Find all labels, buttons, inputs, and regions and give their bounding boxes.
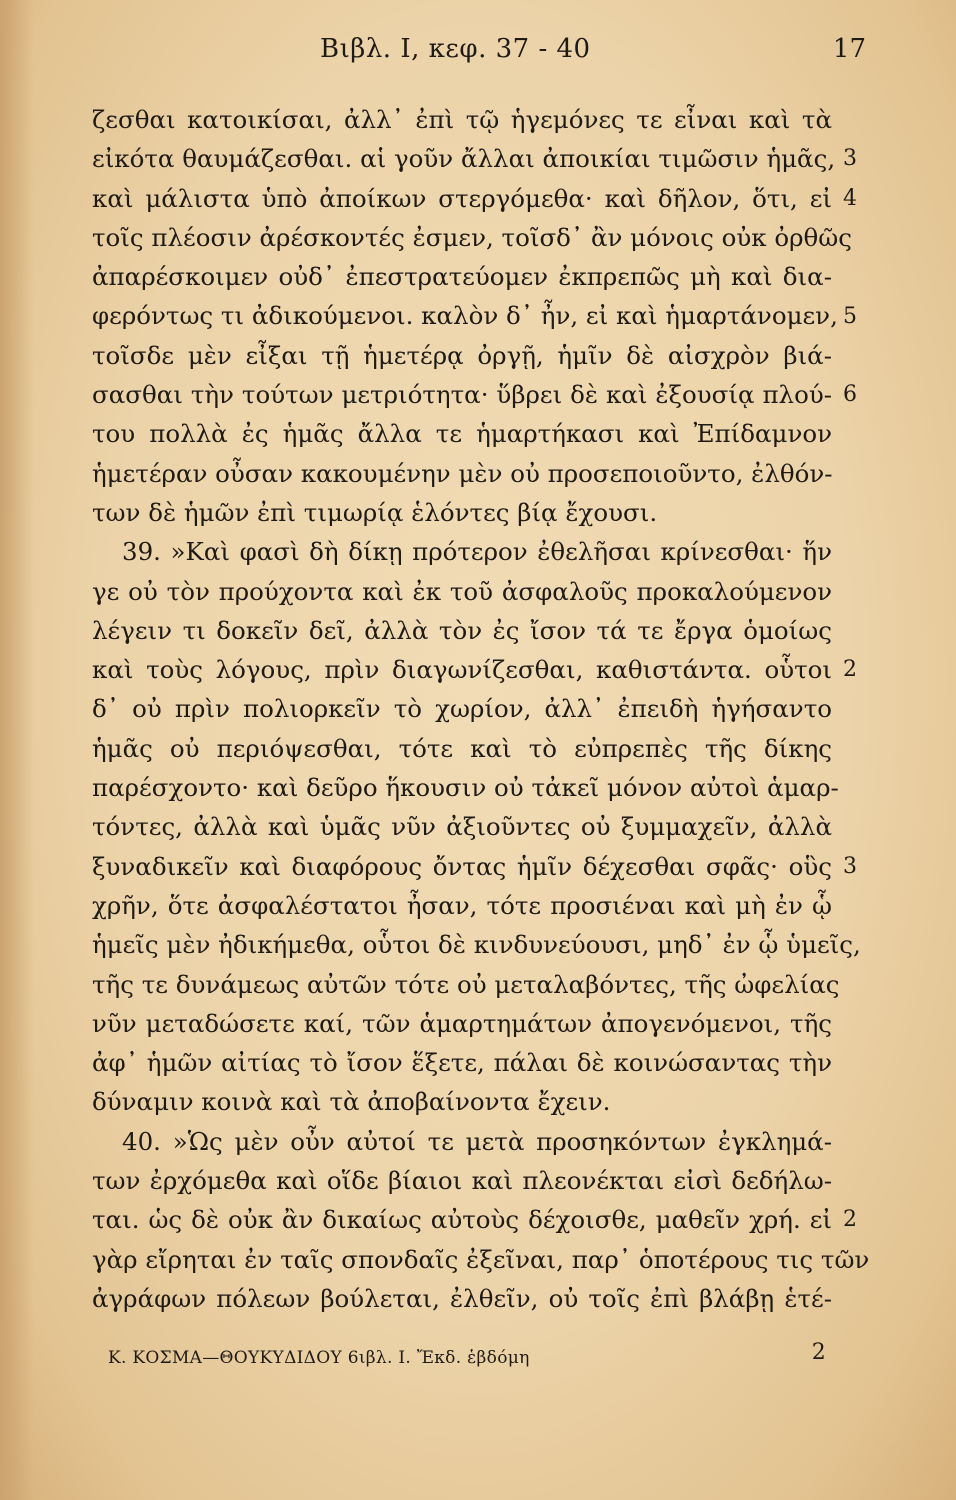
section-number: 6 — [843, 382, 857, 408]
text-line: ἡμετέραν οὖσαν κακουμένην μὲν οὐ προσεποιοῦντο, ἐλθόν- — [92, 458, 833, 488]
section-number: 2 — [843, 1207, 857, 1233]
text-line: τόντες, ἀλλὰ καὶ ὑμᾶς νῦν ἀξιοῦντες οὐ ξυμμαχεῖν, ἀλλὰ — [92, 812, 832, 842]
body-text — [92, 100, 870, 1318]
text-line: ζεσθαι κατοικίσαι, ἀλλ᾽ ἐπὶ τῷ ἡγεμόνες τε εἶναι καὶ τὰ — [92, 105, 832, 134]
running-head: Βιβλ. Ι, κεφ. 37 - 40 — [320, 34, 591, 64]
text-line: ξυναδικεῖν καὶ διαφόρους ὄντας ἡμῖν δέχεσθαι σφᾶς· οὓς — [92, 851, 832, 881]
page-header — [70, 30, 866, 70]
text-line: ἀφ᾽ ἡμῶν αἰτίας τὸ ἴσον ἕξετε, πάλαι δὲ κοινώσαντας τὴν — [92, 1048, 832, 1078]
text-line: δύναμιν κοινὰ καὶ τὰ ἀποβαίνοντα ἔχειν. — [92, 1087, 611, 1117]
text-line: 39. »Καὶ φασὶ δὴ δίκῃ πρότερον ἐθελῆσαι κρίνεσθαι· ἥν — [122, 537, 832, 567]
section-number: 3 — [843, 146, 857, 172]
sheet-number: 2 — [811, 1340, 826, 1365]
section-number: 2 — [843, 657, 857, 683]
section-number: 3 — [843, 853, 857, 879]
text-line: ἡμεῖς μὲν ἠδικήμεθα, οὗτοι δὲ κινδυνεύουσι, μηδ᾽ ἐν ᾧ ὑμεῖς, — [92, 930, 861, 960]
page-spine-shadow — [0, 0, 34, 1500]
page-number: 17 — [832, 34, 866, 64]
text-line: γὰρ εἴρηται ἐν ταῖς σπονδαῖς ἐξεῖναι, παρ᾽ ὁποτέρους τις τῶν — [92, 1244, 870, 1274]
section-number: 4 — [843, 185, 857, 211]
text-line: λέγειν τι δοκεῖν δεῖ, ἀλλὰ τὸν ἐς ἴσον τά τε ἔργα ὁμοίως — [92, 615, 832, 645]
text-line: τοῖς πλέοσιν ἀρέσκοντές ἐσμεν, τοῖσδ᾽ ἂν μόνοις οὐκ ὀρθῶς — [92, 222, 852, 252]
text-line: νῦν μεταδώσετε καί, τῶν ἁμαρτημάτων ἀπογενόμενοι, τῆς — [92, 1008, 832, 1038]
text-line: του πολλὰ ἐς ἡμᾶς ἄλλα τε ἡμαρτήκασι καὶ Ἐπίδαμνον — [92, 419, 832, 449]
text-line: τοῖσδε μὲν εἶξαι τῇ ἡμετέρᾳ ὀργῇ, ἡμῖν δὲ αἰσχρὸν βιά- — [92, 340, 832, 370]
text-line: καὶ μάλιστα ὑπὸ ἀποίκων στεργόμεθα· καὶ δῆλον, ὅτι, εἰ — [92, 183, 832, 213]
text-line: των ἐρχόμεθα καὶ οἵδε βίαιοι καὶ πλεονέκται εἰσὶ δεδήλω- — [92, 1166, 832, 1196]
text-line: καὶ τοὺς λόγους, πρὶν διαγωνίζεσθαι, καθιστάντα. οὗτοι — [92, 655, 832, 685]
text-line: φερόντως τι ἀδικούμενοι. καλὸν δ᾽ ἦν, εἰ καὶ ἡμαρτάνομεν, — [92, 301, 838, 331]
text-line: ἀπαρέσκοιμεν οὐδ᾽ ἐπεστρατεύομεν ἐκπρεπῶς μὴ καὶ δια- — [92, 262, 832, 292]
text-line: τῆς τε δυνάμεως αὐτῶν τότε οὐ μεταλαβόντες, τῆς ὠφελίας — [92, 969, 840, 999]
text-line: ἀγράφων πόλεων βούλεται, ἐλθεῖν, οὐ τοῖς ἐπὶ βλάβῃ ἑτέ- — [92, 1283, 832, 1313]
text-line: 40. »Ὡς μὲν οὖν αὐτοί τε μετὰ προσηκόντων ἐγκλημά- — [122, 1126, 832, 1156]
text-line: δ᾽ οὐ πρὶν πολιορκεῖν τὸ χωρίον, ἀλλ᾽ ἐπειδὴ ἡγήσαντο — [92, 694, 832, 724]
printer-signature: Κ. ΚΟΣΜΑ—ΘΟΥΚΥΔΙΔΟΥ 6ιβλ. Ι. Ἔκδ. ἑβδόμη — [108, 1348, 530, 1368]
text-line: χρῆν, ὅτε ἀσφαλέστατοι ἦσαν, τότε προσιέναι καὶ μὴ ἐν ᾧ — [92, 890, 832, 920]
page-footer — [108, 1340, 826, 1370]
text-line: σασθαι τὴν τούτων μετριότητα· ὕβρει δὲ καὶ ἐξουσίᾳ πλού- — [92, 380, 832, 410]
text-line: εἰκότα θαυμάζεσθαι. αἱ γοῦν ἄλλαι ἀποικίαι τιμῶσιν ἡμᾶς, — [92, 144, 836, 174]
text-line: ται. ὡς δὲ οὐκ ἂν δικαίως αὐτοὺς δέχοισθε, μαθεῖν χρή. εἰ — [92, 1205, 832, 1235]
text-line: ἡμᾶς οὐ περιόψεσθαι, τότε καὶ τὸ εὐπρεπὲς τῆς δίκης — [92, 733, 832, 763]
text-line: παρέσχοντο· καὶ δεῦρο ἥκουσιν οὐ τἀκεῖ μόνον αὐτοὶ ἁμαρ- — [92, 773, 839, 803]
section-number: 5 — [843, 303, 857, 329]
text-line: γε οὐ τὸν προύχοντα καὶ ἐκ τοῦ ἀσφαλοῦς προκαλούμενον — [92, 576, 832, 606]
text-line: των δὲ ἡμῶν ἐπὶ τιμωρίᾳ ἑλόντες βίᾳ ἔχουσι. — [92, 497, 658, 527]
